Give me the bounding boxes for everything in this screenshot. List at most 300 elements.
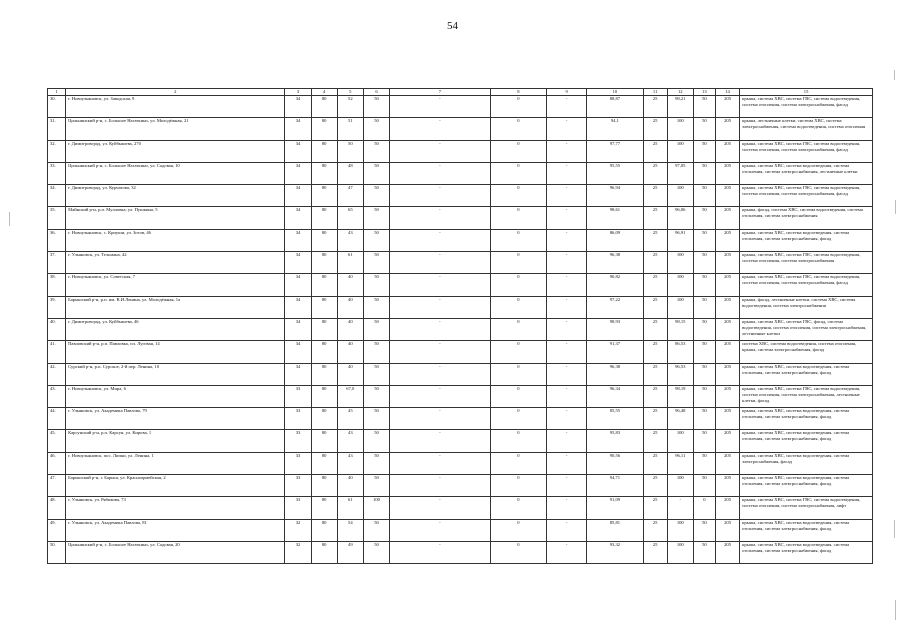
cell-c4: 80 xyxy=(311,318,337,340)
cell-c8: 0 xyxy=(490,274,546,296)
cell-c8: 0 xyxy=(490,185,546,207)
cell-c12: 100 xyxy=(667,519,693,541)
cell-c5: 40 xyxy=(337,318,363,340)
margin-mark xyxy=(9,212,10,226)
cell-c12: 98,21 xyxy=(667,96,693,118)
cell-c4: 80 xyxy=(311,162,337,184)
cell-c14: 205 xyxy=(715,408,739,430)
cell-c9: - xyxy=(547,96,587,118)
works-cell: крыша, система ХВС, система ГВС, система водоотведения, система отопления, система электроснабжения, лестничные клетки, фасад xyxy=(740,385,873,407)
cell-c9: - xyxy=(547,452,587,474)
row-number: 39. xyxy=(48,296,66,318)
cell-c8: 0 xyxy=(490,452,546,474)
cell-c5: 61 xyxy=(337,252,363,274)
cell-c11: 25 xyxy=(643,118,667,140)
cell-c9: - xyxy=(547,318,587,340)
cell-c3: 34 xyxy=(285,274,311,296)
cell-c4: 80 xyxy=(311,96,337,118)
cell-c11: 25 xyxy=(643,363,667,385)
cell-c12: 100 xyxy=(667,118,693,140)
row-number: 40. xyxy=(48,318,66,340)
cell-c13: 50 xyxy=(693,118,715,140)
address-cell: г. Новоульяновск, ул. Советская, 7 xyxy=(66,274,285,296)
works-cell: крыша, система ХВС, система водоотведения, система отопления, система электроснабжения, фасад xyxy=(740,430,873,452)
works-cell: система ХВС, система водоотведения, система отопления, крыша, система электроснабжения, фасад xyxy=(740,341,873,363)
cell-c5: 47 xyxy=(337,185,363,207)
column-number: 2 xyxy=(66,89,285,96)
cell-c5: 48 xyxy=(337,162,363,184)
cell-c7: - xyxy=(390,497,491,519)
cell-c5: 61 xyxy=(337,497,363,519)
cell-c14: 205 xyxy=(715,207,739,229)
works-cell: крыша, система ХВС, система ГВС, система водоотведения, система отопления, система электроснабжения, фасад xyxy=(740,140,873,162)
cell-c7: - xyxy=(390,519,491,541)
cell-c3: 34 xyxy=(285,252,311,274)
cell-c9: - xyxy=(547,408,587,430)
works-cell: крыша, фасад, лестничные клетки, система ХВС, система водоотведения, система электроснабжения xyxy=(740,296,873,318)
cell-c4: 80 xyxy=(311,341,337,363)
cell-c7: - xyxy=(390,541,491,563)
cell-c5: 43 xyxy=(337,452,363,474)
cell-c6: 100 xyxy=(363,497,389,519)
cell-c5: 49 xyxy=(337,541,363,563)
cell-c11: 25 xyxy=(643,252,667,274)
address-cell: Майнский р-н, р.п. Мулловка, ул. Пушкина, 5 xyxy=(66,207,285,229)
cell-c4: 80 xyxy=(311,363,337,385)
cell-c4: 80 xyxy=(311,541,337,563)
address-cell: Сурский р-н, р.п. Сурское, 2-й пер. Ленина, 10 xyxy=(66,363,285,385)
column-number: 8 xyxy=(490,89,546,96)
cell-c4: 80 xyxy=(311,207,337,229)
cell-c14: 205 xyxy=(715,274,739,296)
cell-c9: - xyxy=(547,475,587,497)
cell-c3: 33 xyxy=(285,408,311,430)
address-cell: Павловский р-н, р.п. Павловка, пл. Луговая, 14 xyxy=(66,341,285,363)
row-number: 35. xyxy=(48,207,66,229)
cell-c14: 205 xyxy=(715,541,739,563)
address-cell: Барышский р-н, р.п. им. В.И.Ленина, ул. Молодёжная, 1а xyxy=(66,296,285,318)
cell-c8: 0 xyxy=(490,118,546,140)
cell-c11: 25 xyxy=(643,140,667,162)
cell-c11: 25 xyxy=(643,519,667,541)
cell-c10: 97,77 xyxy=(587,140,643,162)
row-number: 41. xyxy=(48,341,66,363)
cell-c5: 40 xyxy=(337,363,363,385)
cell-c13: 50 xyxy=(693,385,715,407)
cell-c13: 50 xyxy=(693,318,715,340)
cell-c5: 50 xyxy=(337,140,363,162)
cell-c13: 50 xyxy=(693,452,715,474)
row-number: 47. xyxy=(48,475,66,497)
row-number: 38. xyxy=(48,274,66,296)
cell-c14: 205 xyxy=(715,296,739,318)
works-cell: крыша, система ХВС, система водоотведения, система отопления, система электроснабжения, фасад xyxy=(740,408,873,430)
cell-c8: 0 xyxy=(490,541,546,563)
cell-c10: 96,94 xyxy=(587,185,643,207)
cell-c9: - xyxy=(547,229,587,251)
cell-c12: 100 xyxy=(667,296,693,318)
cell-c12: 100 xyxy=(667,185,693,207)
works-cell: крыша, система ХВС, система водоотведения, система отопления, система электроснабжения, фасад xyxy=(740,519,873,541)
address-cell: г. Димитровград, ул. Курчатова, 32 xyxy=(66,185,285,207)
cell-c9: - xyxy=(547,207,587,229)
cell-c14: 205 xyxy=(715,140,739,162)
column-number: 9 xyxy=(547,89,587,96)
table-body xyxy=(48,89,873,564)
column-number: 11 xyxy=(643,89,667,96)
cell-c5: 40 xyxy=(337,274,363,296)
address-cell: г. Новоульяновск, ул. Мира, 6 xyxy=(66,385,285,407)
table-row xyxy=(48,252,873,274)
cell-c10: 86,09 xyxy=(587,229,643,251)
cell-c12: 100 xyxy=(667,541,693,563)
works-cell: крыша, фасад, система ХВС, система водоотведения, система отопления, система электроснабжения xyxy=(740,207,873,229)
cell-c13: 50 xyxy=(693,296,715,318)
cell-c13: 50 xyxy=(693,430,715,452)
cell-c6: 50 xyxy=(363,341,389,363)
cell-c13: 50 xyxy=(693,185,715,207)
cell-c4: 80 xyxy=(311,140,337,162)
address-cell: г. Ульяновск, ул. Академика Павлова, 81 xyxy=(66,519,285,541)
cell-c8: 0 xyxy=(490,385,546,407)
cell-c7: - xyxy=(390,207,491,229)
column-number: 14 xyxy=(715,89,739,96)
cell-c14: 205 xyxy=(715,385,739,407)
cell-c6: 50 xyxy=(363,385,389,407)
cell-c7: - xyxy=(390,185,491,207)
cell-c3: 33 xyxy=(285,475,311,497)
row-number: 49. xyxy=(48,519,66,541)
column-number: 12 xyxy=(667,89,693,96)
cell-c7: - xyxy=(390,274,491,296)
column-number: 15 xyxy=(740,89,873,96)
cell-c14: 205 xyxy=(715,318,739,340)
column-number: 10 xyxy=(587,89,643,96)
row-number: 36. xyxy=(48,229,66,251)
cell-c7: - xyxy=(390,452,491,474)
cell-c11: 25 xyxy=(643,229,667,251)
cell-c12: 96,91 xyxy=(667,229,693,251)
cell-c4: 80 xyxy=(311,252,337,274)
cell-c12: 96,48 xyxy=(667,408,693,430)
cell-c10: 97,22 xyxy=(587,296,643,318)
cell-c4: 80 xyxy=(311,229,337,251)
cell-c5: 43 xyxy=(337,430,363,452)
cell-c9: - xyxy=(547,140,587,162)
row-number: 37. xyxy=(48,252,66,274)
cell-c9: - xyxy=(547,296,587,318)
cell-c7: - xyxy=(390,475,491,497)
cell-c13: 50 xyxy=(693,363,715,385)
cell-c4: 80 xyxy=(311,475,337,497)
housing-register-table xyxy=(47,88,873,564)
cell-c12: 100 xyxy=(667,140,693,162)
cell-c6: 50 xyxy=(363,318,389,340)
row-number: 30. xyxy=(48,96,66,118)
cell-c3: 34 xyxy=(285,363,311,385)
cell-c10: 94,1 xyxy=(587,118,643,140)
cell-c14: 205 xyxy=(715,341,739,363)
address-cell: г. Новоульяновск, с. Криуши, ул. Зотов, 46 xyxy=(66,229,285,251)
cell-c14: 205 xyxy=(715,96,739,118)
address-cell: Карсунский р-н, р.п. Карсун, ул. Кирова, 1 xyxy=(66,430,285,452)
cell-c3: 34 xyxy=(285,318,311,340)
cell-c11: 25 xyxy=(643,475,667,497)
cell-c5: 40 xyxy=(337,341,363,363)
cell-c11: 25 xyxy=(643,430,667,452)
cell-c14: 205 xyxy=(715,229,739,251)
address-cell: г. Новоульяновск, пос. Липки, ул. Ленина, 1 xyxy=(66,452,285,474)
cell-c7: - xyxy=(390,162,491,184)
cell-c3: 34 xyxy=(285,185,311,207)
cell-c8: 0 xyxy=(490,519,546,541)
cell-c5: 40 xyxy=(337,475,363,497)
cell-c6: 50 xyxy=(363,162,389,184)
cell-c13: 0 xyxy=(693,497,715,519)
column-number: 5 xyxy=(337,89,363,96)
margin-mark xyxy=(895,200,896,214)
cell-c4: 80 xyxy=(311,274,337,296)
cell-c10: 95,83 xyxy=(587,430,643,452)
cell-c8: 0 xyxy=(490,96,546,118)
cell-c13: 50 xyxy=(693,252,715,274)
address-cell: Цильнинский р-н, с. Большое Нагаткино, ул. Молодёжная, 21 xyxy=(66,118,285,140)
margin-mark xyxy=(894,520,895,538)
works-cell: крыша, система ХВС, система ГВС, фасад, система водоотведения, система отопления, система электроснабжения, лестничные клетки xyxy=(740,318,873,340)
row-number: 33. xyxy=(48,162,66,184)
cell-c14: 205 xyxy=(715,252,739,274)
cell-c14: 205 xyxy=(715,363,739,385)
cell-c3: 34 xyxy=(285,140,311,162)
table-row xyxy=(48,497,873,519)
cell-c6: 50 xyxy=(363,252,389,274)
cell-c11: 25 xyxy=(643,541,667,563)
works-cell: крыша, система ХВС, система водоотведения, система отопления, система электроснабжения, фасад xyxy=(740,475,873,497)
cell-c6: 50 xyxy=(363,430,389,452)
cell-c10: 96,34 xyxy=(587,385,643,407)
cell-c9: - xyxy=(547,252,587,274)
table-row xyxy=(48,408,873,430)
cell-c5: 51 xyxy=(337,118,363,140)
cell-c13: 50 xyxy=(693,475,715,497)
cell-c6: 50 xyxy=(363,363,389,385)
cell-c3: 34 xyxy=(285,341,311,363)
cell-c4: 80 xyxy=(311,118,337,140)
cell-c10: 94,71 xyxy=(587,475,643,497)
table-row xyxy=(48,140,873,162)
cell-c5: 45 xyxy=(337,408,363,430)
cell-c6: 50 xyxy=(363,96,389,118)
cell-c4: 80 xyxy=(311,452,337,474)
cell-c12: 98,19 xyxy=(667,385,693,407)
cell-c5: 43 xyxy=(337,229,363,251)
works-cell: крыша, система ХВС, система водоотведения, система отопления, система электроснабжения, лестничные клетки xyxy=(740,162,873,184)
cell-c11: 25 xyxy=(643,497,667,519)
cell-c6: 50 xyxy=(363,296,389,318)
row-number: 34. xyxy=(48,185,66,207)
cell-c13: 50 xyxy=(693,274,715,296)
address-cell: Цильнинский р-н, с. Большое Нагаткино, ул. Садовая, 20 xyxy=(66,541,285,563)
table-row xyxy=(48,96,873,118)
address-cell: г. Новоульяновск, ул. Заводская, 9 xyxy=(66,96,285,118)
cell-c9: - xyxy=(547,118,587,140)
cell-c3: 34 xyxy=(285,229,311,251)
works-cell: крыша, система ХВС, система ГВС, система водоотведения, система отопления, система электроснабжения, фасад xyxy=(740,274,873,296)
cell-c11: 25 xyxy=(643,162,667,184)
cell-c14: 205 xyxy=(715,162,739,184)
cell-c13: 50 xyxy=(693,341,715,363)
works-cell: крыша, система ХВС, система ГВС, система водоотведения, система отопления, система электроснабжения, лифт xyxy=(740,497,873,519)
cell-c12: 96,06 xyxy=(667,207,693,229)
table-row xyxy=(48,207,873,229)
cell-c8: 0 xyxy=(490,430,546,452)
cell-c8: 0 xyxy=(490,497,546,519)
table-row xyxy=(48,385,873,407)
cell-c12: 100 xyxy=(667,274,693,296)
works-cell: крыша, система ХВС, система ГВС, система водоотведения, система отопления, система электроснабжения, фасад xyxy=(740,96,873,118)
cell-c8: 0 xyxy=(490,341,546,363)
cell-c6: 50 xyxy=(363,408,389,430)
cell-c10: 85,81 xyxy=(587,519,643,541)
cell-c12: 100 xyxy=(667,475,693,497)
row-number: 42. xyxy=(48,363,66,385)
cell-c7: - xyxy=(390,363,491,385)
cell-c4: 80 xyxy=(311,408,337,430)
row-number: 43. xyxy=(48,385,66,407)
cell-c8: 0 xyxy=(490,207,546,229)
margin-mark xyxy=(894,70,895,80)
cell-c9: - xyxy=(547,519,587,541)
cell-c11: 25 xyxy=(643,296,667,318)
cell-c10: 95,55 xyxy=(587,162,643,184)
table-row xyxy=(48,541,873,563)
cell-c6: 50 xyxy=(363,229,389,251)
cell-c13: 50 xyxy=(693,162,715,184)
cell-c7: - xyxy=(390,296,491,318)
cell-c7: - xyxy=(390,385,491,407)
cell-c6: 50 xyxy=(363,140,389,162)
cell-c9: - xyxy=(547,430,587,452)
table-row xyxy=(48,274,873,296)
cell-c6: 50 xyxy=(363,519,389,541)
works-cell: крыша, система ХВС, система водоотведения, система электроснабжения, фасад xyxy=(740,452,873,474)
cell-c10: 91,37 xyxy=(587,341,643,363)
cell-c13: 50 xyxy=(693,207,715,229)
cell-c6: 50 xyxy=(363,452,389,474)
column-number-row xyxy=(48,89,873,96)
cell-c14: 205 xyxy=(715,475,739,497)
row-number: 32. xyxy=(48,140,66,162)
table-row xyxy=(48,341,873,363)
column-number: 3 xyxy=(285,89,311,96)
table-row xyxy=(48,318,873,340)
cell-c13: 50 xyxy=(693,140,715,162)
works-cell: крыша, лестничные клетки, система ХВС, система электроснабжения, система водоотведения, система отопления xyxy=(740,118,873,140)
address-cell: Барышский р-н, г. Барыш, ул. Красноармейская, 2 xyxy=(66,475,285,497)
address-cell: г. Ульяновск, ул. Рябикова, 73 xyxy=(66,497,285,519)
cell-c8: 0 xyxy=(490,252,546,274)
column-number: 4 xyxy=(311,89,337,96)
table-row xyxy=(48,162,873,184)
cell-c10: 96,38 xyxy=(587,363,643,385)
cell-c9: - xyxy=(547,385,587,407)
cell-c10: 85,55 xyxy=(587,408,643,430)
cell-c9: - xyxy=(547,162,587,184)
cell-c11: 25 xyxy=(643,341,667,363)
cell-c7: - xyxy=(390,118,491,140)
cell-c11: 25 xyxy=(643,96,667,118)
works-cell: крыша, система ХВС, система водоотведения, система отопления, система электроснабжения, фасад xyxy=(740,541,873,563)
cell-c12: 86,53 xyxy=(667,341,693,363)
table-row xyxy=(48,229,873,251)
cell-c7: - xyxy=(390,341,491,363)
table-row xyxy=(48,475,873,497)
cell-c11: 25 xyxy=(643,185,667,207)
page-number: 54 xyxy=(447,20,458,32)
cell-c3: 34 xyxy=(285,162,311,184)
cell-c6: 50 xyxy=(363,541,389,563)
cell-c12: 97,05 xyxy=(667,162,693,184)
cell-c9: - xyxy=(547,497,587,519)
cell-c3: 33 xyxy=(285,385,311,407)
cell-c8: 0 xyxy=(490,408,546,430)
cell-c6: 50 xyxy=(363,118,389,140)
cell-c9: - xyxy=(547,341,587,363)
cell-c9: - xyxy=(547,541,587,563)
cell-c4: 80 xyxy=(311,296,337,318)
cell-c6: 50 xyxy=(363,185,389,207)
cell-c3: 34 xyxy=(285,118,311,140)
cell-c12: 98,15 xyxy=(667,318,693,340)
cell-c3: 33 xyxy=(285,452,311,474)
cell-c10: 96,38 xyxy=(587,252,643,274)
cell-c14: 205 xyxy=(715,519,739,541)
cell-c6: 50 xyxy=(363,274,389,296)
cell-c9: - xyxy=(547,363,587,385)
cell-c3: 32 xyxy=(285,541,311,563)
cell-c11: 25 xyxy=(643,452,667,474)
table-row xyxy=(48,452,873,474)
row-number: 44. xyxy=(48,408,66,430)
table-row xyxy=(48,118,873,140)
cell-c14: 205 xyxy=(715,430,739,452)
cell-c8: 0 xyxy=(490,318,546,340)
table-row xyxy=(48,296,873,318)
cell-c12: 96,53 xyxy=(667,363,693,385)
cell-c10: 98,93 xyxy=(587,318,643,340)
cell-c7: - xyxy=(390,430,491,452)
cell-c13: 50 xyxy=(693,541,715,563)
cell-c14: 205 xyxy=(715,497,739,519)
cell-c9: - xyxy=(547,274,587,296)
cell-c3: 32 xyxy=(285,519,311,541)
cell-c3: 34 xyxy=(285,296,311,318)
address-cell: Цильнинский р-н, с. Большое Нагаткино, ул. Садовая, 10 xyxy=(66,162,285,184)
margin-mark xyxy=(895,600,896,620)
cell-c4: 80 xyxy=(311,519,337,541)
cell-c8: 0 xyxy=(490,296,546,318)
cell-c10: 98,61 xyxy=(587,207,643,229)
cell-c7: - xyxy=(390,408,491,430)
column-number: 1 xyxy=(48,89,66,96)
cell-c13: 50 xyxy=(693,96,715,118)
cell-c13: 50 xyxy=(693,229,715,251)
cell-c14: 205 xyxy=(715,118,739,140)
cell-c3: 33 xyxy=(285,497,311,519)
cell-c11: 25 xyxy=(643,318,667,340)
row-number: 46. xyxy=(48,452,66,474)
works-cell: крыша, система ХВС, система водоотведения, система отопления, система электроснабжения, фасад xyxy=(740,363,873,385)
